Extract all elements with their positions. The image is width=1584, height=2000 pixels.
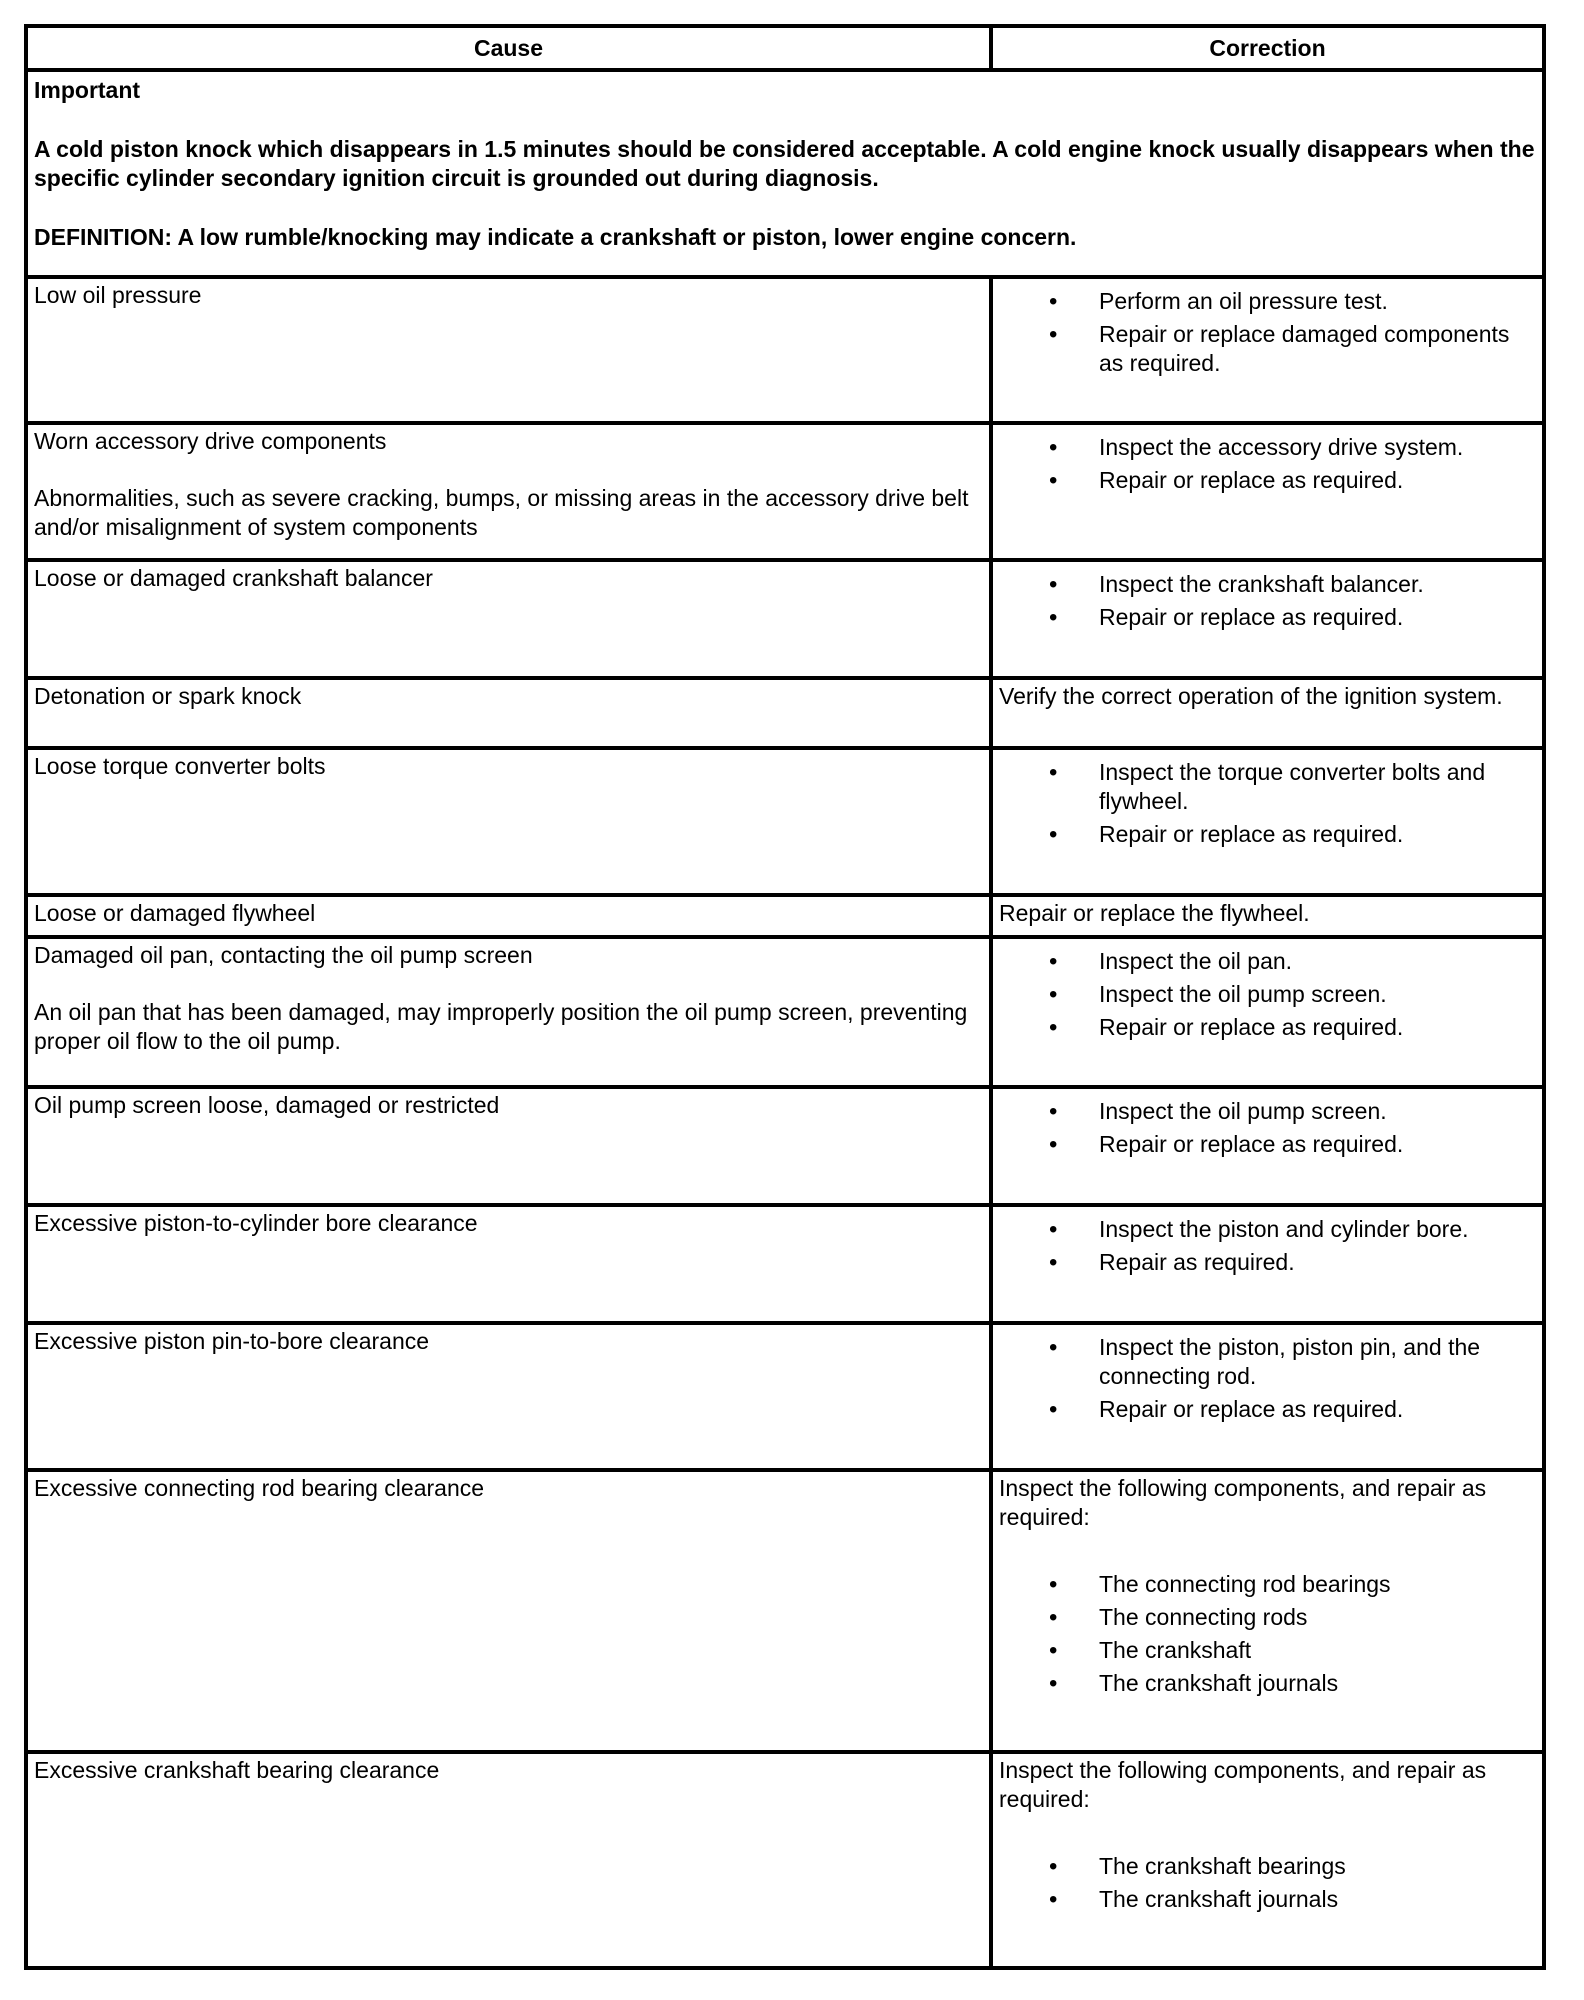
correction-text: Inspect the following components, and repair as required: bbox=[999, 1757, 1487, 1812]
correction-text: Verify the correct operation of the ignition system. bbox=[999, 683, 1503, 709]
cause-cell bbox=[26, 1752, 991, 1968]
cause-text: Loose or damaged flywheel bbox=[34, 900, 316, 926]
correction-cell bbox=[991, 1752, 1544, 1968]
list-item: • Repair as required. bbox=[999, 1248, 1536, 1277]
correction-list bbox=[999, 570, 1536, 632]
correction-cell bbox=[991, 678, 1544, 748]
list-item: • Repair or replace as required. bbox=[999, 603, 1536, 632]
correction-list bbox=[999, 1333, 1536, 1424]
important-note: A cold piston knock which disappears in 1.5 minutes should be considered acceptable. A cold engine knock usually disappears when the specific cylinder secondary ignition circuit is grounded out during diagnosis. bbox=[34, 136, 1535, 191]
table-row bbox=[26, 1752, 1544, 1968]
list-item: • Inspect the accessory drive system. bbox=[999, 433, 1536, 462]
list-item: • Inspect the torque converter bolts and flywheel. bbox=[999, 758, 1536, 816]
correction-cell bbox=[991, 1087, 1544, 1205]
correction-cell bbox=[991, 748, 1544, 895]
correction-cell bbox=[991, 277, 1544, 423]
important-notice bbox=[26, 70, 1544, 277]
table-row bbox=[26, 1205, 1544, 1323]
list-item: • Inspect the oil pan. bbox=[999, 947, 1536, 976]
correction-text: Inspect the following components, and repair as required: bbox=[999, 1475, 1487, 1530]
correction-list bbox=[999, 1215, 1536, 1277]
list-item: • Inspect the oil pump screen. bbox=[999, 1097, 1536, 1126]
correction-list bbox=[999, 287, 1536, 378]
list-item: • Inspect the oil pump screen. bbox=[999, 980, 1536, 1009]
correction-cell bbox=[991, 937, 1544, 1087]
header-cause: Cause bbox=[26, 26, 991, 70]
table-row bbox=[26, 678, 1544, 748]
list-item: • Repair or replace as required. bbox=[999, 1013, 1536, 1042]
list-item: • Repair or replace as required. bbox=[999, 466, 1536, 495]
table-row bbox=[26, 1087, 1544, 1205]
cause-text: Low oil pressure bbox=[34, 282, 202, 308]
cause-text: Excessive piston-to-cylinder bore clearance bbox=[34, 1210, 478, 1236]
important-label: Important bbox=[34, 77, 141, 103]
cause-cell bbox=[26, 560, 991, 678]
correction-cell bbox=[991, 1470, 1544, 1752]
cause-description: An oil pan that has been damaged, may improperly position the oil pump screen, preventing proper oil flow to the oil pump. bbox=[34, 999, 968, 1054]
cause-text: Loose or damaged crankshaft balancer bbox=[34, 565, 433, 591]
important-row bbox=[26, 70, 1544, 277]
cause-text: Worn accessory drive components bbox=[34, 428, 387, 454]
cause-cell bbox=[26, 423, 991, 560]
correction-cell bbox=[991, 895, 1544, 937]
table-row bbox=[26, 1470, 1544, 1752]
cause-cell bbox=[26, 1205, 991, 1323]
list-item: • The crankshaft journals bbox=[999, 1885, 1536, 1914]
list-item: • The connecting rod bearings bbox=[999, 1570, 1536, 1599]
cause-cell bbox=[26, 1087, 991, 1205]
list-item: • The connecting rods bbox=[999, 1603, 1536, 1632]
cause-cell bbox=[26, 895, 991, 937]
cause-cell bbox=[26, 1470, 991, 1752]
list-item: • Repair or replace as required. bbox=[999, 1395, 1536, 1424]
correction-list bbox=[999, 758, 1536, 849]
cause-description: Abnormalities, such as severe cracking, bumps, or missing areas in the accessory drive belt and/or misalignment of system components bbox=[34, 485, 969, 540]
cause-text: Loose torque converter bolts bbox=[34, 753, 326, 779]
cause-cell bbox=[26, 748, 991, 895]
table-row bbox=[26, 748, 1544, 895]
table-row bbox=[26, 1323, 1544, 1470]
header-row bbox=[26, 26, 1544, 70]
list-item: • The crankshaft bearings bbox=[999, 1852, 1536, 1881]
cause-cell bbox=[26, 1323, 991, 1470]
table-row bbox=[26, 560, 1544, 678]
list-item: • Repair or replace as required. bbox=[999, 1130, 1536, 1159]
important-definition: DEFINITION: A low rumble/knocking may indicate a crankshaft or piston, lower engine concern. bbox=[34, 224, 1077, 250]
correction-list bbox=[999, 947, 1536, 1042]
cause-text: Excessive piston pin-to-bore clearance bbox=[34, 1328, 430, 1354]
cause-text: Detonation or spark knock bbox=[34, 683, 302, 709]
cause-cell bbox=[26, 277, 991, 423]
list-item: • Inspect the crankshaft balancer. bbox=[999, 570, 1536, 599]
header-correction: Correction bbox=[991, 26, 1544, 70]
table-row bbox=[26, 937, 1544, 1087]
list-item: • Repair or replace as required. bbox=[999, 820, 1536, 849]
correction-list bbox=[999, 1852, 1536, 1914]
correction-cell bbox=[991, 423, 1544, 560]
list-item: • Repair or replace damaged components as required. bbox=[999, 320, 1536, 378]
diagnosis-table bbox=[24, 24, 1546, 1970]
correction-list bbox=[999, 1097, 1536, 1159]
list-item: • The crankshaft bbox=[999, 1636, 1536, 1665]
cause-cell bbox=[26, 937, 991, 1087]
correction-cell bbox=[991, 1205, 1544, 1323]
correction-list bbox=[999, 433, 1536, 495]
correction-cell bbox=[991, 1323, 1544, 1470]
correction-cell bbox=[991, 560, 1544, 678]
table-row bbox=[26, 895, 1544, 937]
list-item: • Inspect the piston, piston pin, and the connecting rod. bbox=[999, 1333, 1536, 1391]
list-item: • Inspect the piston and cylinder bore. bbox=[999, 1215, 1536, 1244]
cause-text: Excessive connecting rod bearing clearance bbox=[34, 1475, 485, 1501]
correction-list bbox=[999, 1570, 1536, 1698]
list-item: • Perform an oil pressure test. bbox=[999, 287, 1536, 316]
list-item: • The crankshaft journals bbox=[999, 1669, 1536, 1698]
correction-text: Repair or replace the flywheel. bbox=[999, 900, 1310, 926]
table-row bbox=[26, 277, 1544, 423]
table-row bbox=[26, 423, 1544, 560]
cause-text: Excessive crankshaft bearing clearance bbox=[34, 1757, 440, 1783]
cause-text: Oil pump screen loose, damaged or restricted bbox=[34, 1092, 500, 1118]
cause-text: Damaged oil pan, contacting the oil pump screen bbox=[34, 942, 533, 968]
cause-cell bbox=[26, 678, 991, 748]
